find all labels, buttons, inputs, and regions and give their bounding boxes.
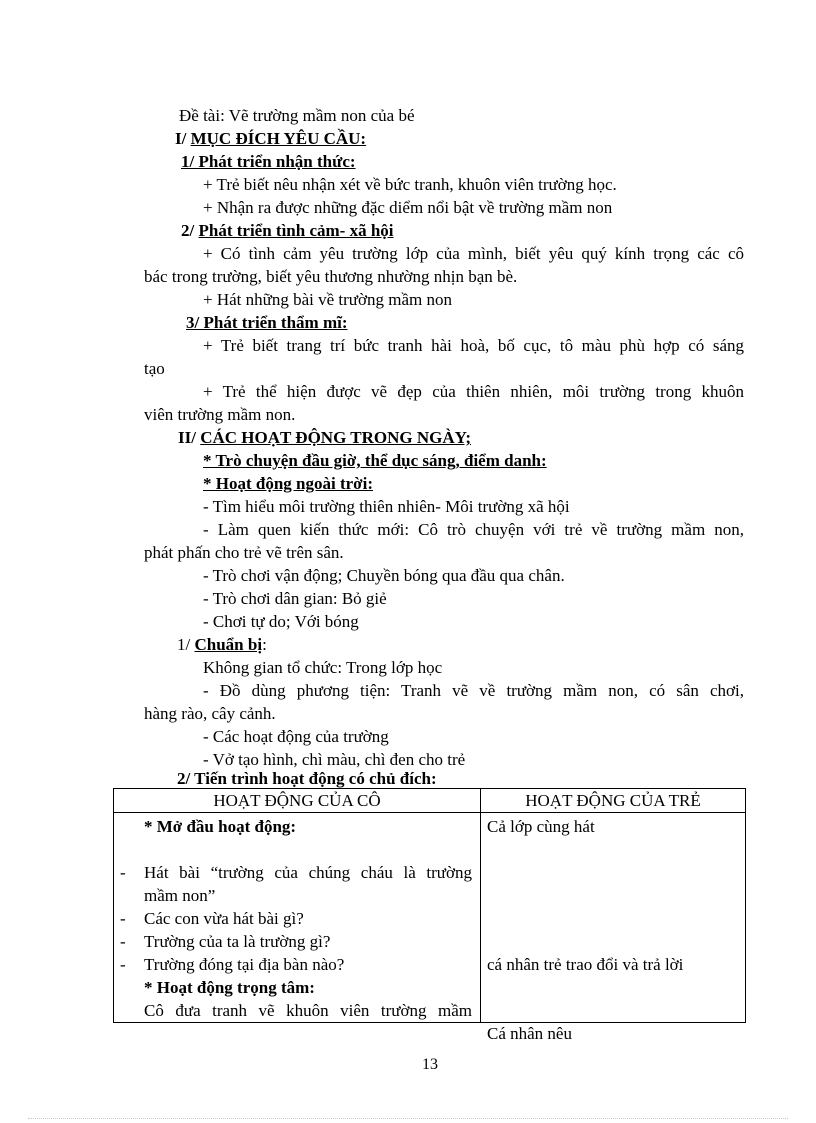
section-2-prefix: II/ [178,428,201,447]
section-1-title: MỤC ĐÍCH YÊU CẦU: [190,129,367,148]
outdoor-item-1: - Tìm hiểu môi trường thiên nhiên- Môi trường xã hội [203,497,570,516]
table-row [114,813,746,1023]
aesthetic-title: Phát triển thẩm mĩ: [203,313,348,332]
page-bottom-divider [28,1118,788,1119]
subsection-cognitive-title: 1/ Phát triển nhận thức: [181,152,356,171]
teacher-item-4-text: Trường đóng tại địa bàn nào? [144,955,345,974]
prep-heading [177,633,267,656]
page-number: 13 [422,1056,438,1073]
prep-item-4: - Vở tạo hình, chì màu, chì đen cho trẻ [203,750,466,769]
teacher-item-1-text: Hát bài “trường của chúng cháu là trường [144,863,472,882]
teacher-item-2 [114,907,472,930]
teacher-item-2-text: Các con vừa hát bài gì? [144,909,304,928]
teacher-item-3-text: Trường của ta là trường gì? [144,932,331,951]
emotional-line-3: + Hát những bài về trường mầm non [203,290,452,309]
section-2-heading [178,426,471,449]
emotional-prefix: 2/ [181,221,199,240]
children-response-1: Cả lớp cùng hát [487,817,595,836]
prep-item-3: - Các hoạt động của trường [203,727,389,746]
section-2-title: CÁC HOẠT ĐỘNG TRONG NGÀY; [200,428,471,447]
teacher-item-1-cont [114,884,472,907]
children-response-3: Cá nhân nêu [487,1024,572,1043]
prep-item-1: Không gian tổ chức: Trong lớp học [203,658,443,677]
outdoor-item-4: - Trò chơi dân gian: Bỏ giẻ [203,589,387,608]
children-response-2: cá nhân trẻ trao đổi và trả lời [487,955,684,974]
cognitive-item-2: + Nhận ra được những đặc diểm nổi bật về trường mầm non [203,198,613,217]
teacher-column-header: HOẠT ĐỘNG CỦA CÔ [114,789,481,813]
dash-marker: - [120,863,126,882]
emotional-title: Phát triển tình cảm- xã hội [198,221,394,240]
children-activities-cell [481,813,746,1043]
teacher-activities-cell [114,813,481,1023]
aesthetic-line-3: + Trẻ thể hiện được vẽ đẹp của thiên nhiên, môi trường trong khuôn [203,382,744,401]
prep-item-2: - Đồ dùng phương tiện: Tranh vẽ về trường mầm non, có sân chơi, [203,681,744,700]
subsection-aesthetic-heading [186,311,348,334]
dash-marker: - [120,909,126,928]
prep-suffix: : [262,635,267,654]
emotional-line-1: + Có tình cảm yêu trường lớp của mình, biết yêu quý kính trọng các cô [203,244,744,263]
topic-line: Đề tài: Vẽ trường mầm non của bé [179,106,415,125]
core-activity-heading: * Hoạt động trọng tâm: [144,978,315,997]
activity-table [113,788,746,1043]
teacher-item-1 [114,861,472,884]
dash-marker: - [120,955,126,974]
section-1-heading [175,127,366,150]
outdoor-item-3: - Trò chơi vận động; Chuyền bóng qua đầu qua chân. [203,566,565,585]
outdoor-item-2: - Làm quen kiến thức mới: Cô trò chuyện với trẻ về trường mầm non, [203,520,744,539]
teacher-item-4 [114,953,472,976]
prep-title: Chuẩn bị [194,635,263,654]
section-1-prefix: I/ [175,129,191,148]
children-column-header: HOẠT ĐỘNG CỦA TRẺ [481,789,746,813]
aesthetic-prefix: 3/ [186,313,204,332]
aesthetic-line-4: viên trường mầm non. [144,405,296,424]
prep-prefix: 1/ [177,635,195,654]
outdoor-item-5: - Chơi tự do; Với bóng [203,612,359,631]
subsection-emotional-heading [181,219,394,242]
teacher-item-1-cont-text: mầm non” [144,886,216,905]
table-header-row [114,789,746,813]
aesthetic-line-1: + Trẻ biết trang trí bức tranh hài hoà, bố cục, tô màu phù hợp có sáng [203,336,744,355]
morning-talk-heading: * Trò chuyện đầu giờ, thể dục sáng, điểm danh: [203,451,547,470]
emotional-line-2: bác trong trường, biết yêu thương nhường nhịn bạn bè. [144,267,518,286]
prep-item-2-cont: hàng rào, cây cảnh. [144,704,276,723]
cognitive-item-1: + Trẻ biết nêu nhận xét về bức tranh, khuôn viên trường học. [203,175,617,194]
dash-marker: - [120,932,126,951]
aesthetic-line-2: tạo [144,359,165,378]
process-title: 2/ Tiến trình hoạt động có chủ đích: [177,769,437,788]
opening-heading: * Mở đầu hoạt động: [144,817,297,836]
outdoor-item-2-cont: phát phấn cho trẻ vẽ trên sân. [144,543,344,562]
outdoor-heading: * Hoạt động ngoài trời: [203,474,373,493]
teacher-item-3 [114,930,472,953]
core-activity-line: Cô đưa tranh vẽ khuôn viên trường mầm [144,1001,472,1020]
blank-line [114,838,472,861]
